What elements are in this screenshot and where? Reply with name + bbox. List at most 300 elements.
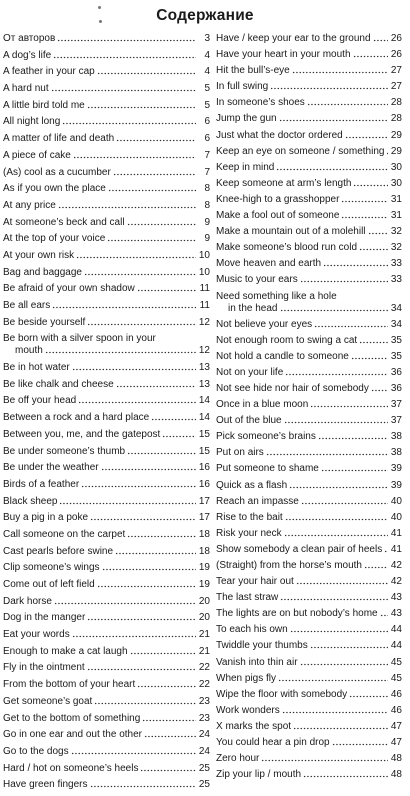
toc-entry (3, 395, 210, 407)
toc-entry (216, 274, 402, 286)
entry-title: Not enough room to swing a cat (216, 334, 358, 346)
entry-title: Not hold a candle to someone (216, 350, 349, 362)
entry-page-number: 24 (198, 745, 210, 757)
toc-entry (3, 462, 210, 474)
toc-entry (216, 640, 402, 652)
entry-page-number: 47 (390, 720, 402, 732)
entry-title: Buy a pig in a poke (3, 512, 89, 524)
entry-page-number: 42 (390, 576, 402, 588)
dot-leader (87, 102, 196, 110)
toc-entry (3, 83, 210, 95)
dot-leader (314, 321, 388, 329)
entry-page-number: 39 (390, 463, 402, 475)
entry-page-number: 34 (390, 318, 402, 330)
entry-title: Have your heart in your mouth (216, 49, 351, 61)
entry-title: Put someone to shame (216, 463, 319, 475)
toc-entry (3, 267, 210, 279)
entry-title-continuation-row (216, 303, 402, 315)
toc-entry (216, 560, 402, 572)
dot-leader (72, 631, 196, 639)
dot-leader (87, 664, 196, 672)
dot-leader (53, 52, 196, 60)
toc-entry (216, 97, 402, 109)
entry-page-number: 15 (198, 428, 210, 440)
toc-entry (216, 737, 402, 749)
dot-leader (321, 465, 388, 473)
dot-leader (270, 83, 388, 91)
entry-page-number: 35 (390, 334, 402, 346)
dot-leader (300, 659, 388, 667)
dot-leader (144, 731, 196, 739)
dot-leader (303, 771, 388, 779)
entry-title: (Straight) from the horse’s mouth (216, 560, 362, 571)
toc-entry (3, 679, 210, 691)
entry-page-number: 44 (390, 624, 402, 636)
dot-leader (116, 135, 196, 143)
dot-leader (292, 67, 388, 75)
entry-title: Have / keep your ear to the ground (216, 33, 371, 44)
toc-entry (216, 447, 402, 459)
entry-title: Have green fingers (3, 779, 88, 791)
toc-entry (3, 200, 210, 212)
toc-entry (3, 100, 210, 112)
entry-page-number: 39 (390, 479, 402, 491)
dot-leader (52, 302, 196, 310)
entry-title: A matter of life and death (3, 133, 115, 145)
entry-title: Move heaven and earth (216, 258, 322, 270)
entry-page-number: 12 (198, 316, 210, 328)
entry-title-continuation: in the head (228, 302, 278, 314)
toc-entry (216, 463, 402, 475)
entry-title: Knee-high to a grasshopper (216, 193, 340, 205)
dot-leader (90, 514, 196, 522)
toc-entry (216, 496, 402, 508)
toc-entry (216, 608, 402, 620)
entry-page-number: 22 (198, 662, 210, 674)
dot-leader (72, 364, 196, 372)
entry-page-number: 21 (198, 629, 210, 641)
toc-entry (3, 713, 210, 725)
toc-entry (216, 335, 402, 347)
toc-entry (216, 162, 402, 174)
entry-page-number: 26 (390, 49, 402, 61)
entry-title: Not believe your eyes (216, 318, 313, 330)
entry-page-number: 38 (390, 431, 402, 443)
toc-entry (216, 415, 402, 427)
dot-leader (102, 564, 196, 572)
toc-entry (3, 317, 210, 329)
toc-entry (216, 367, 402, 379)
entry-page-number: 17 (198, 495, 210, 507)
entry-title: Hit the bull’s-eye (216, 65, 290, 77)
toc-entry (3, 729, 210, 741)
entry-page-number: 18 (198, 528, 210, 540)
dot-leader (127, 531, 196, 539)
toc-entry (216, 146, 402, 158)
dot-leader (62, 118, 196, 126)
toc-entry (216, 49, 402, 61)
entry-title-continuation-row (3, 345, 210, 357)
entry-title: A hard nut (3, 83, 49, 95)
entry-title: Eat your words (3, 629, 70, 641)
dot-leader (45, 347, 196, 355)
toc-entry (216, 705, 402, 717)
entry-page-number: 33 (390, 274, 402, 286)
entry-page-number: 43 (390, 608, 402, 620)
toc-entry (3, 33, 210, 45)
toc-entry (216, 721, 402, 733)
entry-title: At your own risk (3, 249, 75, 261)
dot-leader (359, 337, 388, 345)
entry-title: Just what the doctor ordered (216, 129, 343, 141)
toc-entry (216, 210, 402, 222)
entry-page-number: 9 (204, 216, 210, 228)
dot-leader (323, 260, 388, 268)
toc-entry (3, 696, 210, 708)
dot-leader (318, 433, 388, 441)
dot-leader (57, 35, 196, 43)
entry-title: At someone’s beck and call (3, 216, 125, 228)
dot-leader (368, 228, 388, 236)
dot-leader (386, 148, 388, 156)
dot-leader (84, 269, 196, 277)
entry-title: The lights are on but nobody’s home (216, 608, 378, 620)
dot-leader (310, 401, 388, 409)
toc-entry (3, 629, 210, 641)
entry-page-number: 15 (198, 445, 210, 457)
toc-entry (3, 529, 210, 541)
toc-entry (3, 496, 210, 508)
toc-entry (3, 779, 210, 791)
entry-page-number: 45 (390, 672, 402, 684)
entry-page-number: 36 (390, 366, 402, 378)
entry-page-number: 41 (390, 527, 402, 539)
entry-page-number: 16 (198, 462, 210, 474)
entry-title: Be all ears (3, 300, 51, 311)
toc-entry (3, 217, 210, 229)
toc-entry (3, 233, 210, 245)
dot-leader (116, 381, 196, 389)
entry-page-number: 46 (390, 688, 402, 700)
entry-page-number: 33 (390, 258, 402, 270)
entry-title: Enough to make a cat laugh (3, 645, 128, 657)
toc-entry (3, 662, 210, 674)
toc-entry (216, 383, 402, 395)
entry-page-number: 32 (390, 226, 402, 238)
toc-entry (216, 576, 402, 588)
entry-title: Zero hour (216, 753, 260, 765)
entry-page-number: 48 (390, 769, 402, 781)
toc-entry (3, 562, 210, 574)
entry-title: Dog in the manger (3, 612, 86, 624)
entry-title: Call someone on the carpet (3, 528, 126, 540)
toc-entry (3, 746, 210, 758)
entry-title: The last straw (216, 592, 279, 604)
entry-page-number: 22 (198, 679, 210, 691)
entry-page-number: 4 (204, 49, 210, 61)
entry-page-number: 44 (390, 640, 402, 652)
dot-leader (371, 385, 388, 393)
entry-page-number: 14 (198, 412, 210, 424)
dot-leader (97, 68, 196, 76)
dot-leader (151, 414, 196, 422)
entry-title: Be off your head (3, 395, 77, 407)
entry-title: Vanish into thin air (216, 656, 298, 668)
dot-leader (59, 498, 196, 506)
entry-page-number: 34 (390, 302, 402, 314)
entry-page-number: 3 (204, 33, 210, 44)
dot-leader (130, 648, 196, 656)
entry-page-number: 23 (198, 712, 210, 724)
entry-page-number: 29 (390, 145, 402, 157)
toc-entry (216, 528, 402, 540)
entry-page-number: 28 (390, 97, 402, 109)
toc-entry (3, 646, 210, 658)
toc-entry (216, 480, 402, 492)
dot-leader (373, 35, 388, 43)
entry-title: (As) cool as a cucumber (3, 166, 111, 178)
entry-page-number: 23 (198, 695, 210, 707)
toc-entry (3, 333, 210, 357)
entry-page-number: 18 (198, 545, 210, 557)
toc-entry (3, 362, 210, 374)
entry-title: Make someone’s blood run cold (216, 242, 358, 254)
toc-entry (3, 596, 210, 608)
entry-page-number: 37 (390, 415, 402, 427)
entry-title: Pick someone’s brains (216, 431, 316, 443)
toc-entry (3, 283, 210, 295)
entry-page-number: 8 (204, 199, 210, 211)
dot-leader (78, 397, 196, 405)
entry-title: Black sheep (3, 495, 58, 507)
entry-title: Risk your neck (216, 527, 282, 539)
toc-entry (216, 657, 402, 669)
toc-entry (3, 479, 210, 491)
entry-page-number: 5 (204, 99, 210, 111)
dot-leader (353, 51, 388, 59)
entry-title: Birds of a feather (3, 478, 80, 490)
entry-page-number: 5 (204, 83, 210, 95)
toc-entry (216, 512, 402, 524)
dot-leader (266, 449, 388, 457)
toc-entry (3, 116, 210, 128)
dot-leader (97, 581, 196, 589)
entry-title: Bag and baggage (3, 266, 82, 278)
dot-leader (137, 681, 196, 689)
entry-page-number: 13 (198, 362, 210, 374)
dot-leader (276, 164, 388, 172)
entry-title-continuation: mouth (15, 345, 43, 357)
dot-leader (127, 448, 196, 456)
entry-page-number: 26 (390, 33, 402, 44)
dot-leader (90, 781, 197, 789)
dot-leader (87, 614, 196, 622)
entry-title: In someone’s shoes (216, 97, 305, 109)
dot-leader (278, 675, 388, 683)
dot-leader (351, 353, 388, 361)
dot-leader (284, 530, 388, 538)
entry-page-number: 21 (198, 645, 210, 657)
entry-title: Clip someone’s wings (3, 562, 100, 574)
toc-entry (216, 194, 402, 206)
entry-page-number: 6 (204, 133, 210, 145)
entry-title: Dark horse (3, 595, 52, 607)
dot-leader (296, 578, 388, 586)
entry-title: Be like chalk and cheese (3, 378, 114, 390)
toc-entry (3, 412, 210, 424)
entry-title: Get someone’s goat (3, 695, 93, 707)
entry-page-number: 24 (198, 729, 210, 741)
dot-leader (307, 99, 388, 107)
toc-entry (216, 624, 402, 636)
dot-leader (137, 285, 196, 293)
dot-leader (58, 202, 196, 210)
entry-title: Be born with a silver spoon in your (3, 333, 156, 345)
entry-page-number: 7 (204, 166, 210, 178)
toc-entry (216, 351, 402, 363)
entry-page-number: 40 (390, 495, 402, 507)
dot-leader (341, 196, 388, 204)
toc-entry (216, 399, 402, 411)
toc-entry (216, 291, 402, 315)
entry-title: Be in hot water (3, 362, 70, 374)
entry-page-number: 25 (198, 779, 210, 791)
dot-leader (345, 132, 388, 140)
toc-right-column (216, 33, 402, 785)
toc-entry (216, 113, 402, 125)
entry-page-number: 6 (204, 116, 210, 128)
entry-page-number: 48 (390, 753, 402, 765)
toc-entry (3, 133, 210, 145)
dot-leader (384, 546, 388, 554)
entry-title: A piece of cake (3, 149, 71, 161)
toc-entry (3, 300, 210, 312)
entry-page-number: 31 (390, 210, 402, 222)
dot-leader (54, 598, 196, 606)
entry-page-number: 37 (390, 399, 402, 411)
entry-page-number: 29 (390, 129, 402, 141)
entry-page-number: 32 (390, 242, 402, 254)
entry-page-number: 20 (198, 612, 210, 624)
entry-page-number: 16 (198, 478, 210, 490)
entry-title: Twiddle your thumbs (216, 640, 308, 652)
toc-entry (216, 178, 402, 190)
dot-leader (310, 642, 388, 650)
dot-leader (280, 594, 388, 602)
entry-title: As if you own the place (3, 183, 106, 195)
entry-page-number: 35 (390, 350, 402, 362)
entry-title: When pigs fly (216, 672, 277, 684)
entry-page-number: 17 (198, 512, 210, 524)
toc-entry (3, 183, 210, 195)
entry-page-number: 45 (390, 656, 402, 668)
toc-entry (3, 150, 210, 162)
entry-title: In full swing (216, 81, 269, 93)
entry-title: At any price (3, 199, 56, 211)
entry-title: A little bird told me (3, 99, 85, 111)
toc-entry (3, 446, 210, 458)
entry-page-number: 41 (390, 543, 402, 555)
toc-entry (216, 753, 402, 765)
dot-leader (290, 626, 388, 634)
entry-title: Cast pearls before swine (3, 545, 114, 557)
dot-leader (81, 481, 196, 489)
toc-entry (216, 592, 402, 604)
entry-page-number: 14 (198, 395, 210, 407)
entry-title: Jump the gun (216, 113, 277, 125)
entry-title: Not on your life (216, 366, 284, 378)
toc-entry (3, 763, 210, 775)
dot-leader (380, 610, 388, 618)
entry-title: Keep in mind (216, 161, 275, 173)
dot-leader (285, 369, 388, 377)
entry-title: You could hear a pin drop (216, 737, 330, 749)
entry-title: At the top of your voice (3, 233, 106, 245)
entry-page-number: 8 (204, 183, 210, 195)
dot-leader (140, 765, 196, 773)
entry-title: Keep an eye on someone / something (216, 145, 385, 157)
dot-leader (115, 548, 196, 556)
dot-leader (280, 305, 389, 313)
entry-title: A feather in your cap (3, 66, 95, 78)
entry-title: Need something like a hole (216, 290, 337, 302)
entry-title: Come out of left field (3, 579, 95, 590)
entry-title: Once in a blue moon (216, 399, 309, 411)
dot-leader (359, 244, 388, 252)
dot-leader (73, 152, 196, 160)
toc-entry (3, 250, 210, 262)
entry-title: Put on airs (216, 447, 264, 459)
entry-title: To each his own (216, 624, 288, 636)
toc-left-column (3, 33, 210, 796)
dot-leader (71, 748, 196, 756)
entry-page-number: 20 (198, 595, 210, 607)
entry-page-number: 36 (390, 382, 402, 394)
entry-page-number: 31 (390, 193, 402, 205)
entry-page-number: 42 (390, 560, 402, 571)
dot-leader (301, 498, 388, 506)
entry-title: Make a fool out of someone (216, 210, 340, 222)
toc-entry (216, 130, 402, 142)
entry-page-number: 4 (204, 66, 210, 78)
entry-page-number: 9 (204, 233, 210, 245)
entry-page-number: 30 (390, 161, 402, 173)
toc-entry (3, 379, 210, 391)
entry-title: A dog’s life (3, 49, 52, 61)
toc-entry (3, 66, 210, 78)
dot-leader (113, 169, 196, 177)
entry-title: Show somebody a clean pair of heels (216, 543, 383, 555)
toc-entry (216, 226, 402, 238)
entry-title: Zip your lip / mouth (216, 769, 302, 781)
entry-title: От авторов (3, 33, 56, 44)
dot-leader (76, 252, 196, 260)
dot-leader (108, 185, 196, 193)
entry-title: Music to your ears (216, 274, 298, 286)
entry-page-number: 43 (390, 592, 402, 604)
entry-title: Not see hide nor hair of somebody (216, 382, 369, 394)
entry-title: Between you, me, and the gatepost (3, 428, 161, 440)
toc-entry (216, 431, 402, 443)
entry-title: Out of the blue (216, 415, 282, 427)
entry-title: Make a mountain out of a molehill (216, 226, 366, 238)
entry-title: Hard / hot on someone’s heels (3, 762, 139, 774)
dot-leader (162, 431, 196, 439)
dot-leader (282, 707, 388, 715)
dot-leader (87, 319, 196, 327)
entry-page-number: 10 (198, 266, 210, 278)
dot-leader (300, 276, 388, 284)
